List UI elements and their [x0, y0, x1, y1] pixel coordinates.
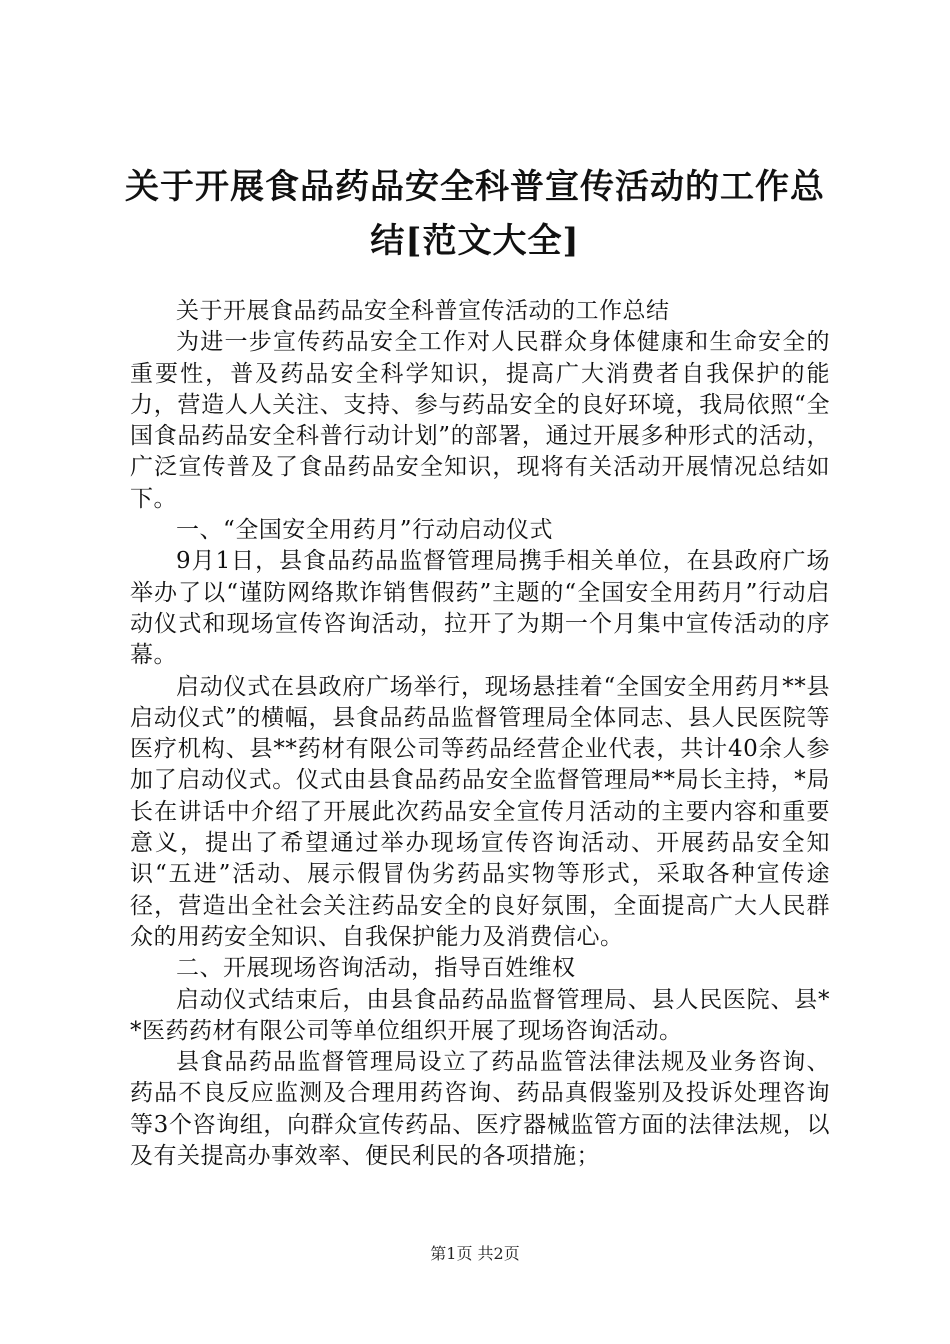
- document-title: 关于开展食品药品安全科普宣传活动的工作总结[范文大全]: [125, 167, 825, 261]
- page-number-footer: 第1页 共2页: [430, 1244, 520, 1263]
- paragraph-subtitle: 关于开展食品药品安全科普宣传活动的工作总结: [176, 298, 670, 324]
- paragraph: 9月1日，县食品药品监督管理局携手相关单位，在县政府广场举办了以“谨防网络欺诈销售假药”主题的“全国安全用药月”行动启动仪式和现场宣传咨询活动，拉开了为期一个月集中宣传活动的序幕。: [130, 548, 830, 669]
- document-body: [130, 296, 830, 1172]
- paragraph: 启动仪式结束后，由县食品药品监督管理局、县人民医院、县**医药药材有限公司等单位组织开展了现场咨询活动。: [130, 986, 830, 1044]
- paragraph-intro: 为进一步宣传药品安全工作对人民群众身体健康和生命安全的重要性，普及药品安全科学知识，提高广大消费者自我保护的能力，营造人人关注、支持、参与药品安全的良好环境，我局依照“全国食品药品安全科普行动计划”的部署，通过开展多种形式的活动，广泛宣传普及了食品药品安全知识，现将有关活动开展情况总结如下。: [130, 329, 830, 512]
- paragraph: 启动仪式在县政府广场举行，现场悬挂着“全国安全用药月**县启动仪式”的横幅，县食品药品监督管理局全体同志、县人民医院等医疗机构、县**药材有限公司等药品经营企业代表，共计40余人参加了启动仪式。仪式由县食品药品安全监督管理局**局长主持，*局长在讲话中介绍了开展此次药品安全宣传月活动的主要内容和重要意义，提出了希望通过举办现场宣传咨询活动、开展药品安全知识“五进”活动、展示假冒伪劣药品实物等形式，采取各种宣传途径，营造出全社会关注药品安全的良好氛围，全面提高广大人民群众的用药安全知识、自我保护能力及消费信心。: [130, 673, 830, 950]
- section-heading-1: 一、“全国安全用药月”行动启动仪式: [176, 517, 554, 544]
- paragraph: 县食品药品监督管理局设立了药品监管法律法规及业务咨询、药品不良反应监测及合理用药咨询、药品真假鉴别及投诉处理咨询等3个咨询组，向群众宣传药品、医疗器械监管方面的法律法规，以及有关提高办事效率、便民利民的各项措施；: [130, 1049, 830, 1170]
- section-heading-2: 二、开展现场咨询活动，指导百姓维权: [176, 955, 576, 982]
